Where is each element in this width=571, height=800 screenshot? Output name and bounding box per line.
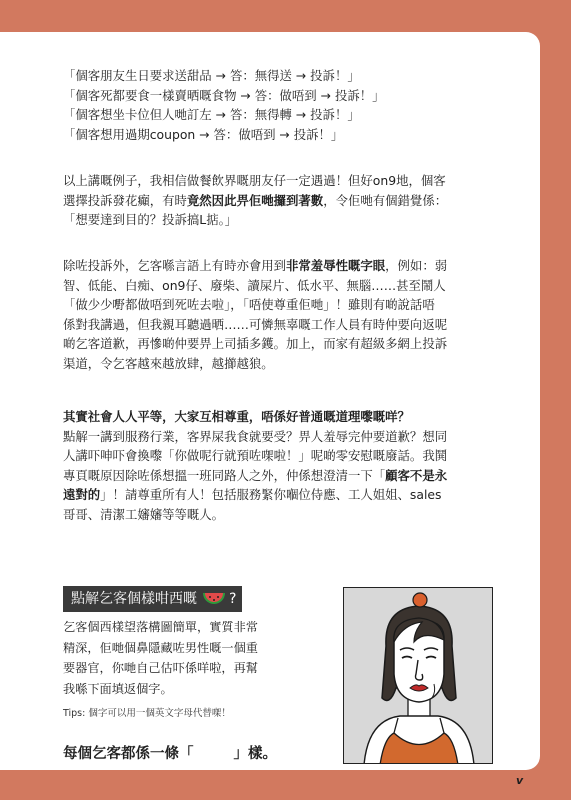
customer-portrait-illustration bbox=[343, 587, 493, 764]
text-line: 「想要達到目的？投訴搞L掂。」 bbox=[63, 212, 238, 227]
banner-question-mark: ? bbox=[229, 591, 237, 607]
quiz-line: 我喺下面填返個字。 bbox=[63, 681, 173, 696]
complaint-quotes bbox=[63, 66, 507, 144]
quote-line: 「個客死都要食一樣賣晒嘅食物 → 答：做唔到 → 投訴！」 bbox=[63, 87, 385, 103]
text-span: 選擇投訴發花癲，有時 bbox=[63, 192, 187, 208]
quote-line: 「個客想坐卡位但人哋訂左 → 答：無得轉 → 投訴！」 bbox=[63, 107, 360, 122]
quiz-text bbox=[63, 617, 303, 699]
tips-note: Tips: 個字可以用一個英文字母代替㗎！ bbox=[63, 708, 231, 719]
text-line: 智、低能、白痴、on9仔、廢柴、讀屎片、低水平、無腦……甚至鬧人 bbox=[63, 277, 446, 293]
bold-phrase: 竟然因此畀佢哋攞到著數 bbox=[186, 192, 324, 208]
paragraph-insults bbox=[63, 256, 507, 373]
text-span: ，例如：弱 bbox=[385, 258, 448, 273]
paragraph-respect bbox=[63, 407, 507, 524]
text-line: 點解一講到服務行業，客界屎我食就要受？畀人羞辱完仲要道歉？想同 bbox=[63, 428, 448, 444]
bold-phrase: 顧客不是永 bbox=[385, 467, 448, 483]
text-line: 係對我講過，但我親耳聽過晒……可憐無辜嘅工作人員有時仲要向返呢 bbox=[63, 316, 448, 332]
fill-in-answer bbox=[63, 742, 277, 763]
text-span: 除咗投訴外，乞客喺言語上有時亦會用到 bbox=[63, 258, 287, 273]
text-span: ，令佢哋有個錯覺係： bbox=[323, 192, 448, 208]
bold-phrase: 遠對的 bbox=[63, 487, 101, 502]
paragraph-examples bbox=[63, 171, 507, 230]
text-line: 「做少少嘢都做唔到死咗去啦」，「唔使尊重佢哋」！雖則有啲說話唔 bbox=[63, 297, 435, 312]
text-line: 哥哥、清潔工嬸嬸等等嘅人。 bbox=[63, 506, 225, 522]
page bbox=[0, 32, 540, 787]
text-line bbox=[63, 191, 507, 211]
answer-prefix: 每個乞客都係一條「 bbox=[63, 745, 194, 762]
quote-line: 「個客想用過期coupon → 答：做唔到 → 投訴！」 bbox=[63, 126, 344, 142]
page-number: v bbox=[516, 774, 524, 787]
banner-title: 點解乞客個樣咁西嘅 bbox=[71, 591, 197, 607]
text-span: 專頁嘅原因除咗係想搵一班同路人之外，仲係想澄清一下「 bbox=[63, 467, 386, 483]
text-line bbox=[63, 485, 507, 505]
woman-illustration bbox=[344, 588, 493, 764]
text-line: 人講吓呻吓會換嚟「你做呢行就預咗㗎啦！」呢啲零安慰嘅廢話。我鬨 bbox=[63, 448, 448, 463]
text-line bbox=[63, 256, 507, 276]
text-line bbox=[63, 466, 507, 486]
bold-phrase: 非常羞辱性嘅字眼 bbox=[286, 258, 386, 273]
text-span: 」！請尊重所有人！包括服務緊你嗰位侍應、工人姐姐、sales bbox=[100, 487, 442, 502]
text-line: 渠道，令乞客越來越放肆，越擳越狼。 bbox=[63, 355, 274, 371]
quiz-line: 乞客個西樣望落構圖簡單，實質非常 bbox=[63, 620, 258, 634]
quiz-banner bbox=[63, 586, 242, 612]
watermelon-icon bbox=[201, 588, 227, 610]
text-line: 啲乞客道歉，再慘啲仲要畀上司插多鑊。加上，而家有超級多網上投訴 bbox=[63, 336, 448, 351]
quiz-line: 要器官，你哋自己估吓係咩啦，再幫 bbox=[63, 661, 258, 675]
quote-line: 「個客朋友生日要求送甜品 → 答：無得送 → 投訴！」 bbox=[63, 68, 360, 83]
quiz-line: 精深，佢哋個鼻隱藏咗男性嘅一個重 bbox=[63, 640, 258, 655]
answer-suffix: 」樣。 bbox=[233, 745, 277, 762]
text-line: 以上講嘅例子，我相信做餐飲界嘅朋友仔一定遇過！但好on9地，個客 bbox=[63, 173, 446, 188]
section-heading: 其實社會人人平等，大家互相尊重，唔係好普通嘅道理嚟嘅咩？ bbox=[63, 409, 410, 424]
